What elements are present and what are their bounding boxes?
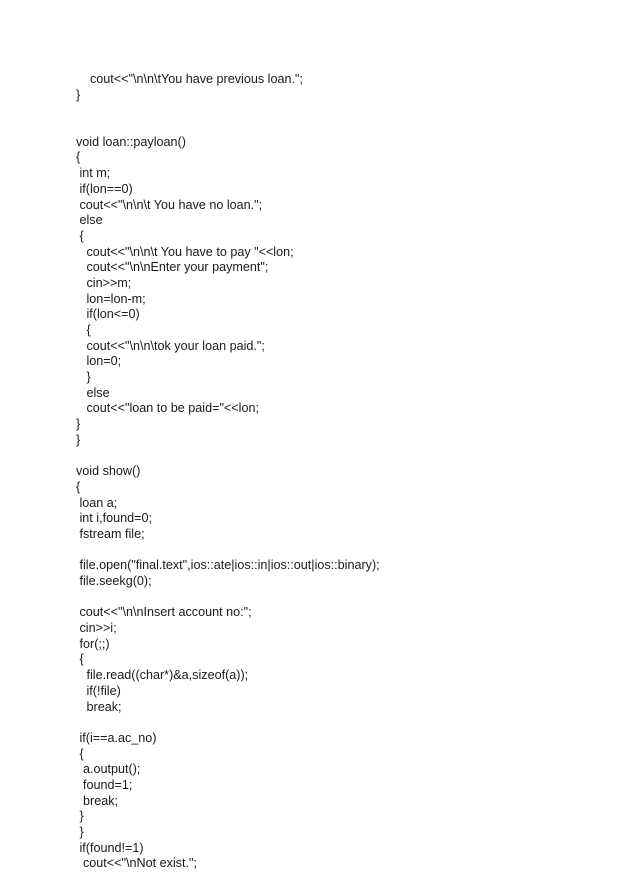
code-line: cout<<"\n\n\t You have to pay "<<lon;: [76, 244, 294, 259]
code-line: if(!file): [76, 683, 121, 698]
code-line: cout<<"\n\n\tYou have previous loan.";: [76, 72, 303, 86]
code-line: cout<<"loan to be paid="<<lon;: [76, 401, 259, 416]
code-line: int m;: [76, 166, 111, 181]
code-line: [76, 543, 616, 559]
code-line: void loan::payloan(): [76, 134, 186, 149]
code-line: void show(): [76, 464, 141, 479]
code-line: }: [76, 809, 84, 824]
code-line: [76, 119, 616, 135]
code-line: break;: [76, 699, 122, 714]
code-line: file.read((char*)&a,sizeof(a));: [76, 668, 249, 683]
code-line: fstream file;: [76, 526, 145, 541]
code-line: lon=0;: [76, 354, 122, 369]
code-line: {: [76, 150, 81, 165]
code-line: cout<<"\n\nInsert account no:";: [76, 605, 252, 620]
code-line: }: [76, 87, 81, 102]
code-line: cout<<"\nNot exist.";: [76, 856, 197, 871]
code-line: int i,found=0;: [76, 511, 152, 526]
code-line: if(i==a.ac_no): [76, 730, 157, 745]
code-line: if(found!=1): [76, 840, 144, 855]
code-line: {: [76, 746, 84, 761]
code-line: }: [76, 432, 81, 447]
code-line: [76, 715, 616, 731]
code-line: found=1;: [76, 777, 133, 792]
code-line: file.open("final.text",ios::ate|ios::in|ios::out|ios::binary);: [76, 558, 380, 573]
code-line: {: [76, 323, 91, 337]
code-line: if(lon==0): [76, 181, 133, 196]
code-line: break;: [76, 793, 118, 808]
code-line: else: [76, 213, 103, 228]
code-line: [76, 103, 616, 119]
code-line: for(;;): [76, 636, 110, 651]
code-line: loan a;: [76, 495, 118, 510]
code-line: file.seekg(0);: [76, 574, 152, 588]
code-line: cout<<"\n\n\tok your loan paid.";: [76, 338, 265, 353]
code-line: cout<<"\n\n\t You have no loan.";: [76, 197, 263, 212]
code-line: cout<<"\n\nEnter your payment";: [76, 260, 269, 275]
code-line: }: [76, 417, 81, 432]
code-line: [76, 590, 616, 606]
code-line: a.output();: [76, 762, 141, 777]
code-line: {: [76, 479, 81, 494]
code-line: [76, 449, 616, 465]
code-line: }: [76, 825, 84, 839]
code-line: lon=lon-m;: [76, 291, 146, 306]
code-line: else: [76, 385, 110, 400]
code-line: if(lon<=0): [76, 307, 140, 322]
code-line: cin>>m;: [76, 275, 132, 290]
code-line: }: [76, 370, 91, 385]
code-line: {: [76, 228, 84, 243]
code-line: {: [76, 652, 84, 667]
code-line: cin>>i;: [76, 621, 117, 636]
code-listing: [76, 72, 616, 872]
